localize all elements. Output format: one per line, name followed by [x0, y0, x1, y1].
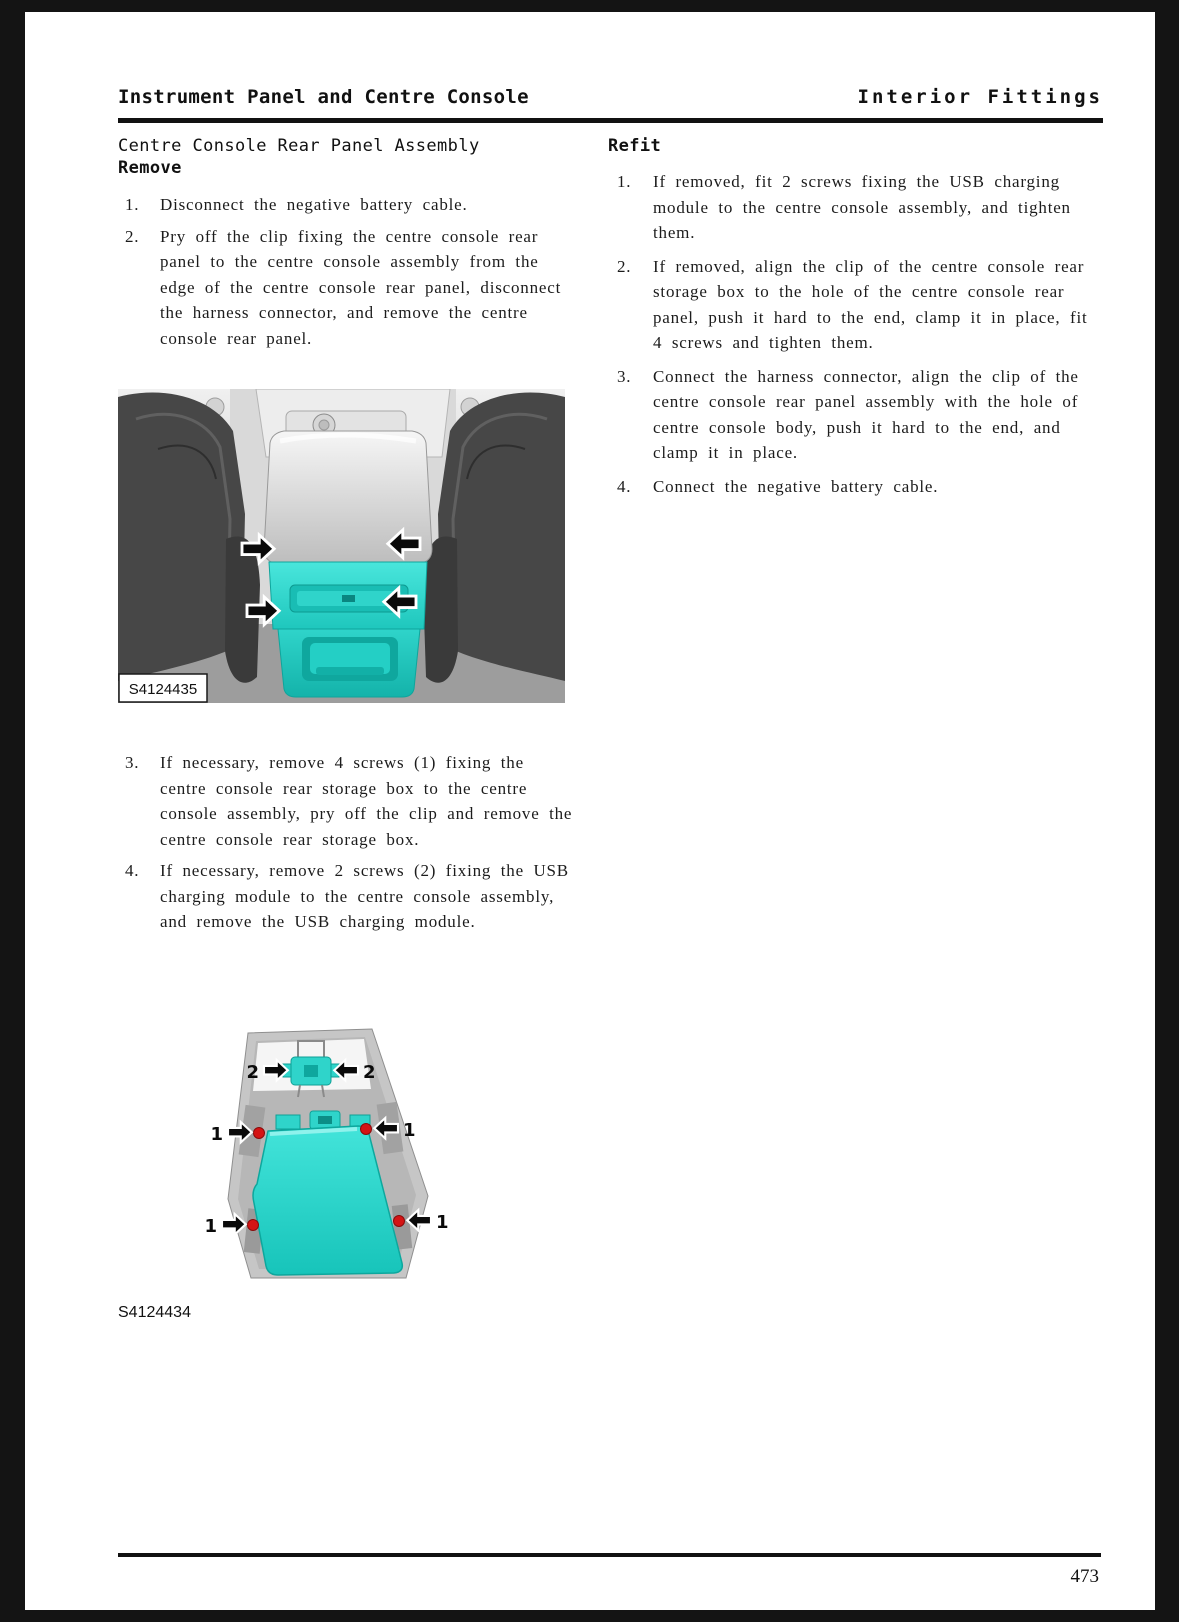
refit-heading: Refit: [608, 136, 662, 156]
callout-number: 1: [403, 1119, 416, 1141]
callout-number: 1: [436, 1211, 449, 1233]
remove-heading: Remove: [118, 158, 182, 178]
remove-steps-1-2: [118, 192, 578, 351]
page-number: 473: [1070, 1566, 1099, 1587]
page-header: [118, 86, 1103, 108]
refit-steps: [608, 169, 1103, 499]
figure-2-label: S4124434: [118, 1303, 191, 1321]
step-text: If removed, align the clip of the centre console rear storage box to the hole of the centre console rear panel, push it hard to the end, clamp it in place, fit 4 screws and tighten them.: [653, 256, 1088, 352]
remove-steps-3-4: [118, 750, 578, 935]
step-number: 3.: [125, 753, 140, 772]
callout-number: 1: [210, 1123, 223, 1145]
centre-console-rear-panel-highlight: [269, 562, 427, 697]
header-left-title: Instrument Panel and Centre Console: [118, 86, 529, 108]
page-footer: [118, 1553, 1103, 1588]
step-item: [608, 254, 1103, 356]
manual-page: [25, 12, 1155, 1610]
footer-rule: [118, 1553, 1101, 1557]
step-text: If necessary, remove 4 screws (1) fixing the centre console rear storage box to the centre console assembly, pry off the clip and remove the centre console rear storage box.: [160, 753, 573, 849]
step-text: If removed, fit 2 screws fixing the USB charging module to the centre console assembly, and tighten them.: [653, 172, 1071, 242]
screw-marker: [394, 1215, 405, 1226]
header-right-title: Interior Fittings: [857, 86, 1103, 108]
figure-2-illustration: [118, 971, 460, 1293]
step-number: 3.: [617, 366, 632, 386]
step-text: Disconnect the negative battery cable.: [160, 195, 468, 214]
left-column: [118, 123, 578, 1322]
step-text: Connect the harness connector, align the clip of the centre console rear panel assembly with the hole of centre console body, push it hard to the end, and clamp it in place.: [653, 366, 1079, 462]
figure-rear-storage-box: [118, 971, 578, 1322]
screw-marker: [254, 1127, 265, 1138]
step-item: [118, 858, 578, 935]
step-text: Connect the negative battery cable.: [653, 476, 939, 496]
screw-marker: [248, 1219, 259, 1230]
right-column: [608, 123, 1103, 1322]
screw-marker: [361, 1123, 372, 1134]
step-number: 2.: [125, 226, 140, 246]
callout-number: 1: [204, 1215, 217, 1237]
step-item: [118, 750, 578, 852]
step-item: [608, 364, 1103, 466]
figure-console-rear-panel: [118, 389, 578, 708]
callout-number: 2: [246, 1061, 259, 1083]
step-number: 2.: [617, 256, 632, 276]
step-text: Pry off the clip fixing the centre console rear panel to the centre console assembly from the edge of the centre console rear panel, disconnect the harness connector, and remove the centre console rear panel.: [160, 226, 562, 348]
step-item: [118, 192, 578, 218]
step-number: 1.: [125, 195, 140, 214]
step-number: 1.: [617, 172, 632, 191]
step-item: [118, 224, 578, 352]
step-text: If necessary, remove 2 screws (2) fixing the USB charging module to the centre console assembly, and remove the USB charging module.: [160, 861, 569, 931]
figure-1-label: S4124435: [128, 681, 198, 698]
usb-port: [342, 595, 355, 602]
figure-1-illustration: [118, 389, 565, 703]
section-title: Centre Console Rear Panel Assembly: [118, 136, 480, 156]
step-number: 4.: [125, 861, 140, 880]
step-item: [608, 169, 1103, 246]
callout-number: 2: [363, 1061, 376, 1083]
step-number: 4.: [617, 476, 632, 496]
step-item: [608, 474, 1103, 500]
